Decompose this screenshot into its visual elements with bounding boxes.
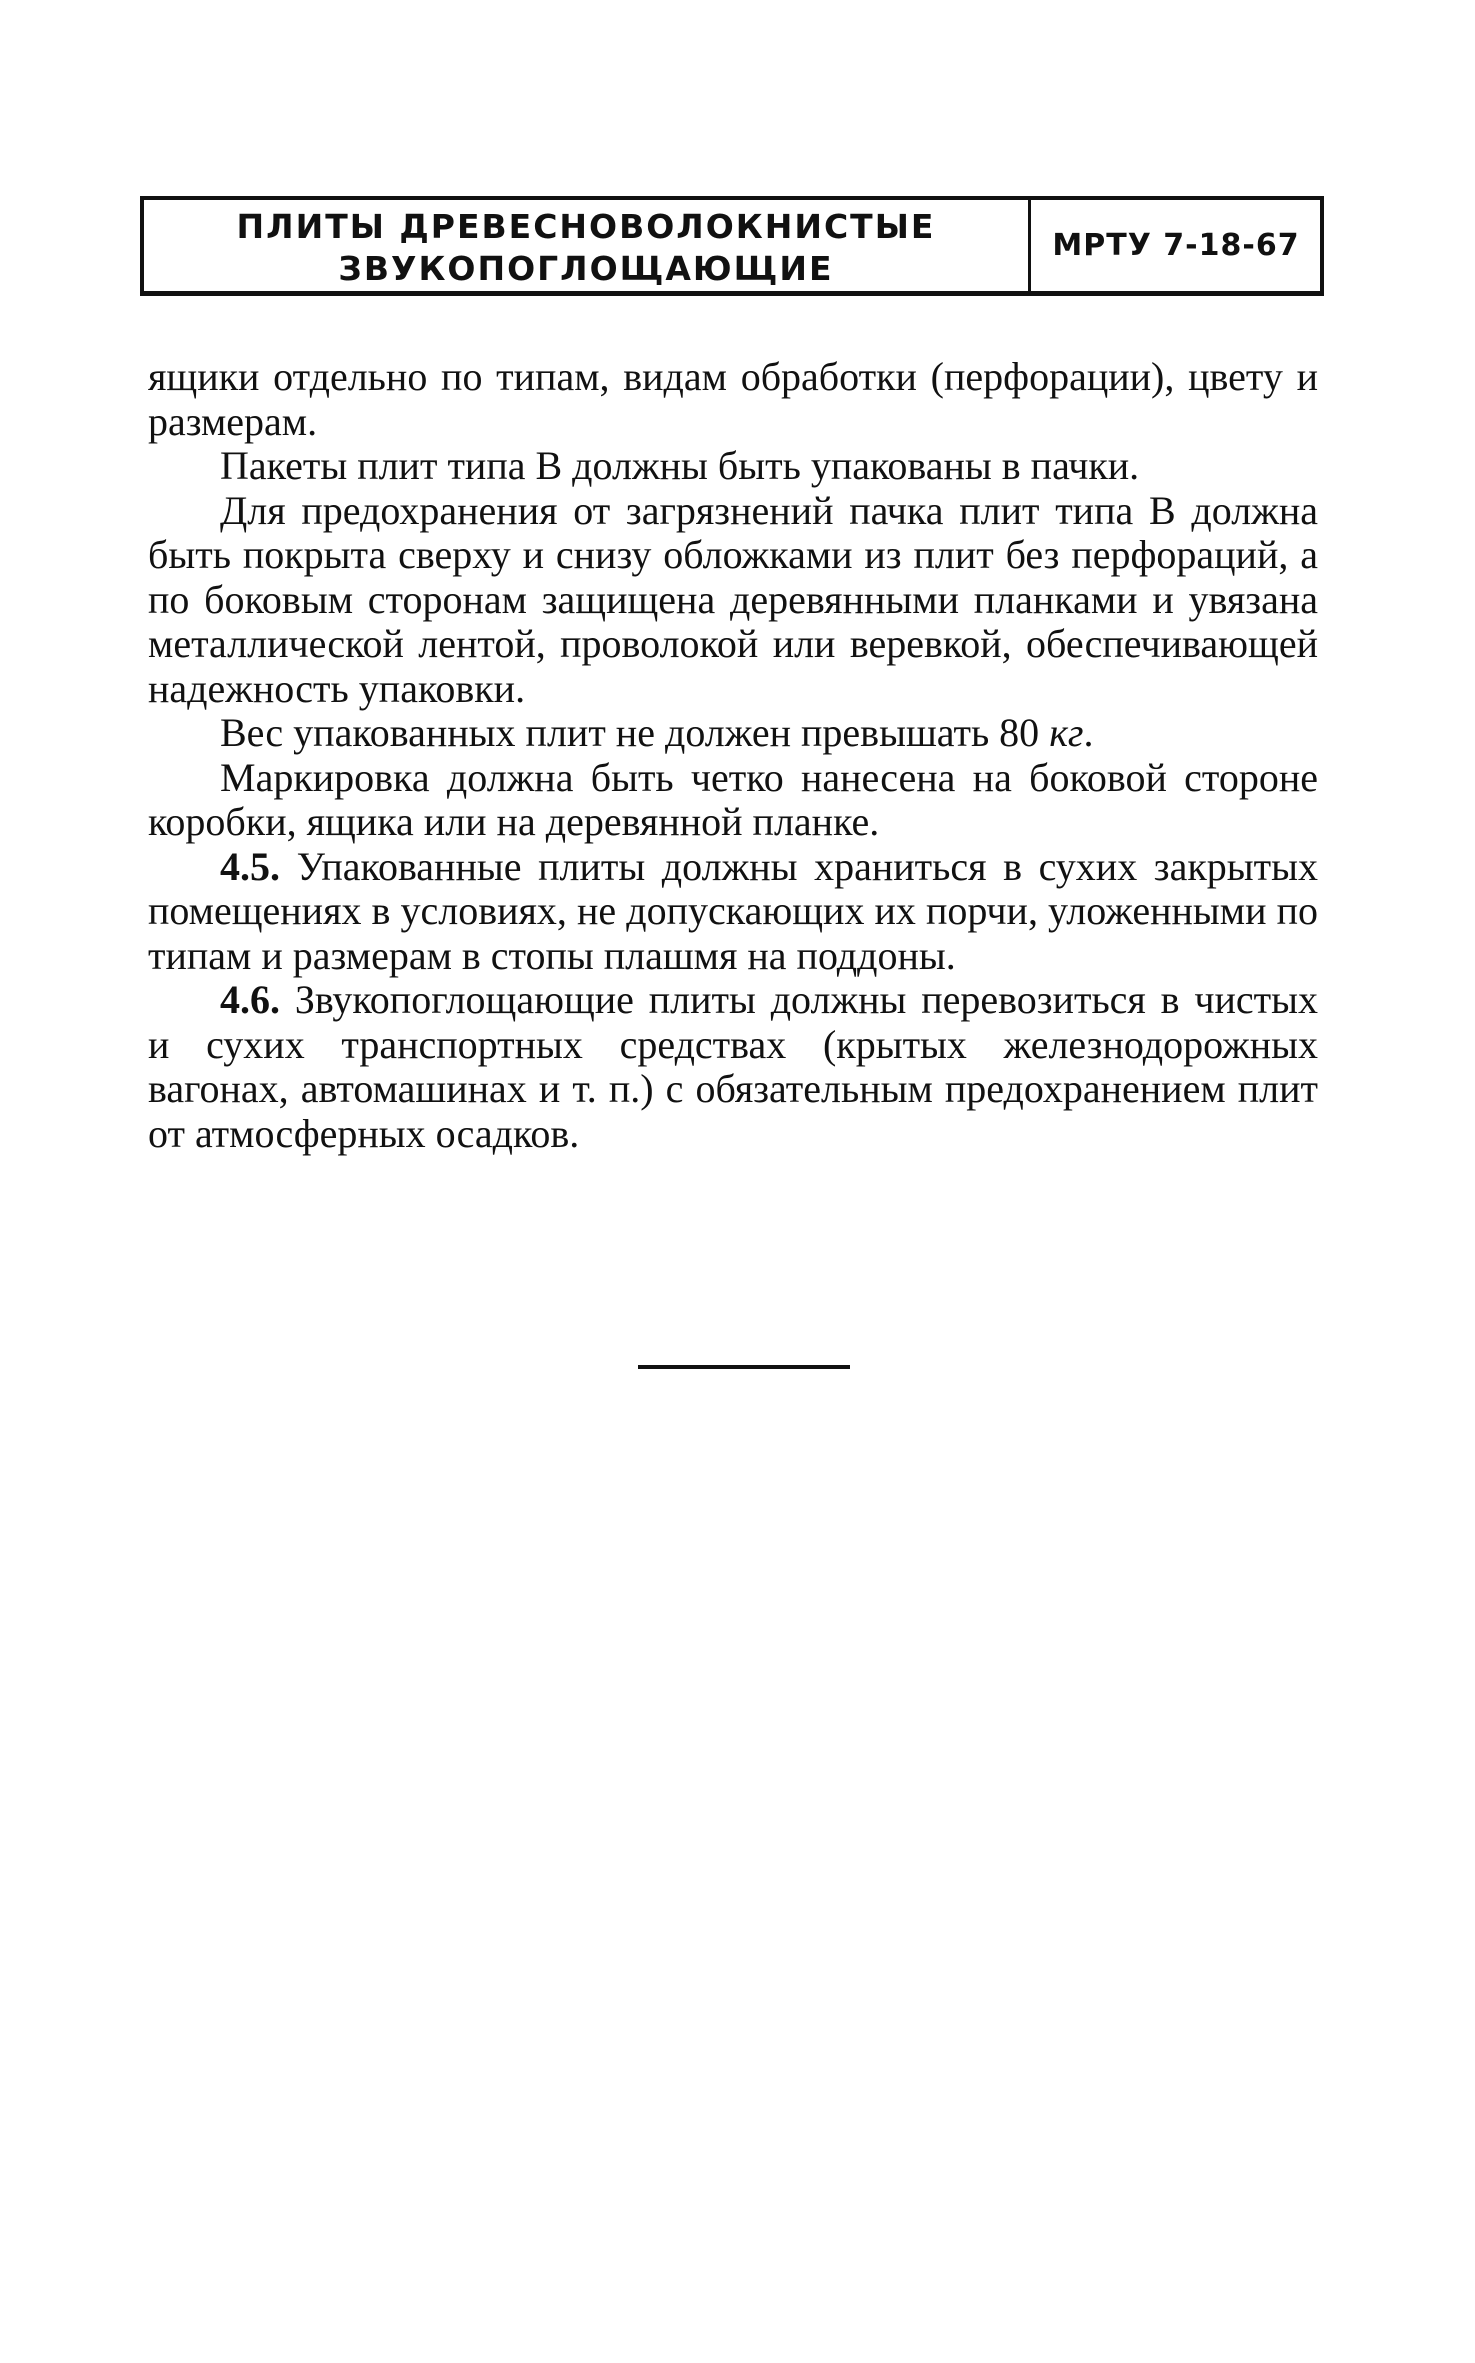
title-line-1: ПЛИТЫ ДРЕВЕСНОВОЛОКНИСТЫЕ xyxy=(236,207,936,246)
document-title xyxy=(144,206,1028,290)
paragraph-packets: Пакеты плит типа В должны быть упакованы в пачки. xyxy=(220,443,1140,488)
weight-unit: кг xyxy=(1049,710,1084,755)
paragraph-marking: Маркировка должна быть четко нанесена на боковой стороне коробки, ящика или на деревянной планке. xyxy=(148,754,1318,844)
weight-text: Вес упакованных плит не должен превышать 80 xyxy=(220,710,1050,755)
paragraph-weight xyxy=(148,711,1318,756)
section-number-4-6: 4.6. xyxy=(220,977,280,1022)
weight-end: . xyxy=(1083,710,1094,755)
body-text xyxy=(148,355,1318,1156)
section-number-4-5: 4.5. xyxy=(220,843,280,889)
section-text-4-5: Упакованные плиты должны храниться в сухих закрытых помещениях в условиях, не допускающих их порчи, уложенными по типам и размерам в стопы плашмя на поддоны. xyxy=(148,843,1318,978)
paragraph-4-6 xyxy=(148,978,1318,1156)
title-line-2: ЗВУКОПОГЛОЩАЮЩИЕ xyxy=(338,249,834,288)
paragraph-4-5 xyxy=(148,845,1318,979)
paragraph-continuation: ящики отдельно по типам, видам обработки (перфорации), цвету и размерам. xyxy=(148,354,1318,444)
document-header xyxy=(140,196,1324,296)
paragraph-protection: Для предохранения от загрязнений пачка плит типа В должна быть покрыта сверху и снизу обложками из плит без перфораций, а по боковым сторонам защищена деревянными планками и увязана металлической лентой, проволокой или веревкой, обеспечивающей надежность упаковки. xyxy=(148,487,1318,711)
section-text-4-6: Звукопоглощающие плиты должны перевозиться в чистых и сухих транспортных средствах (крытых железнодорожных вагонах, автомашинах и т. п.) с обязательным предохранением плит от атмосферных осадков. xyxy=(148,977,1318,1156)
standard-code: МРТУ 7-18-67 xyxy=(1052,228,1300,263)
end-rule xyxy=(638,1365,850,1369)
